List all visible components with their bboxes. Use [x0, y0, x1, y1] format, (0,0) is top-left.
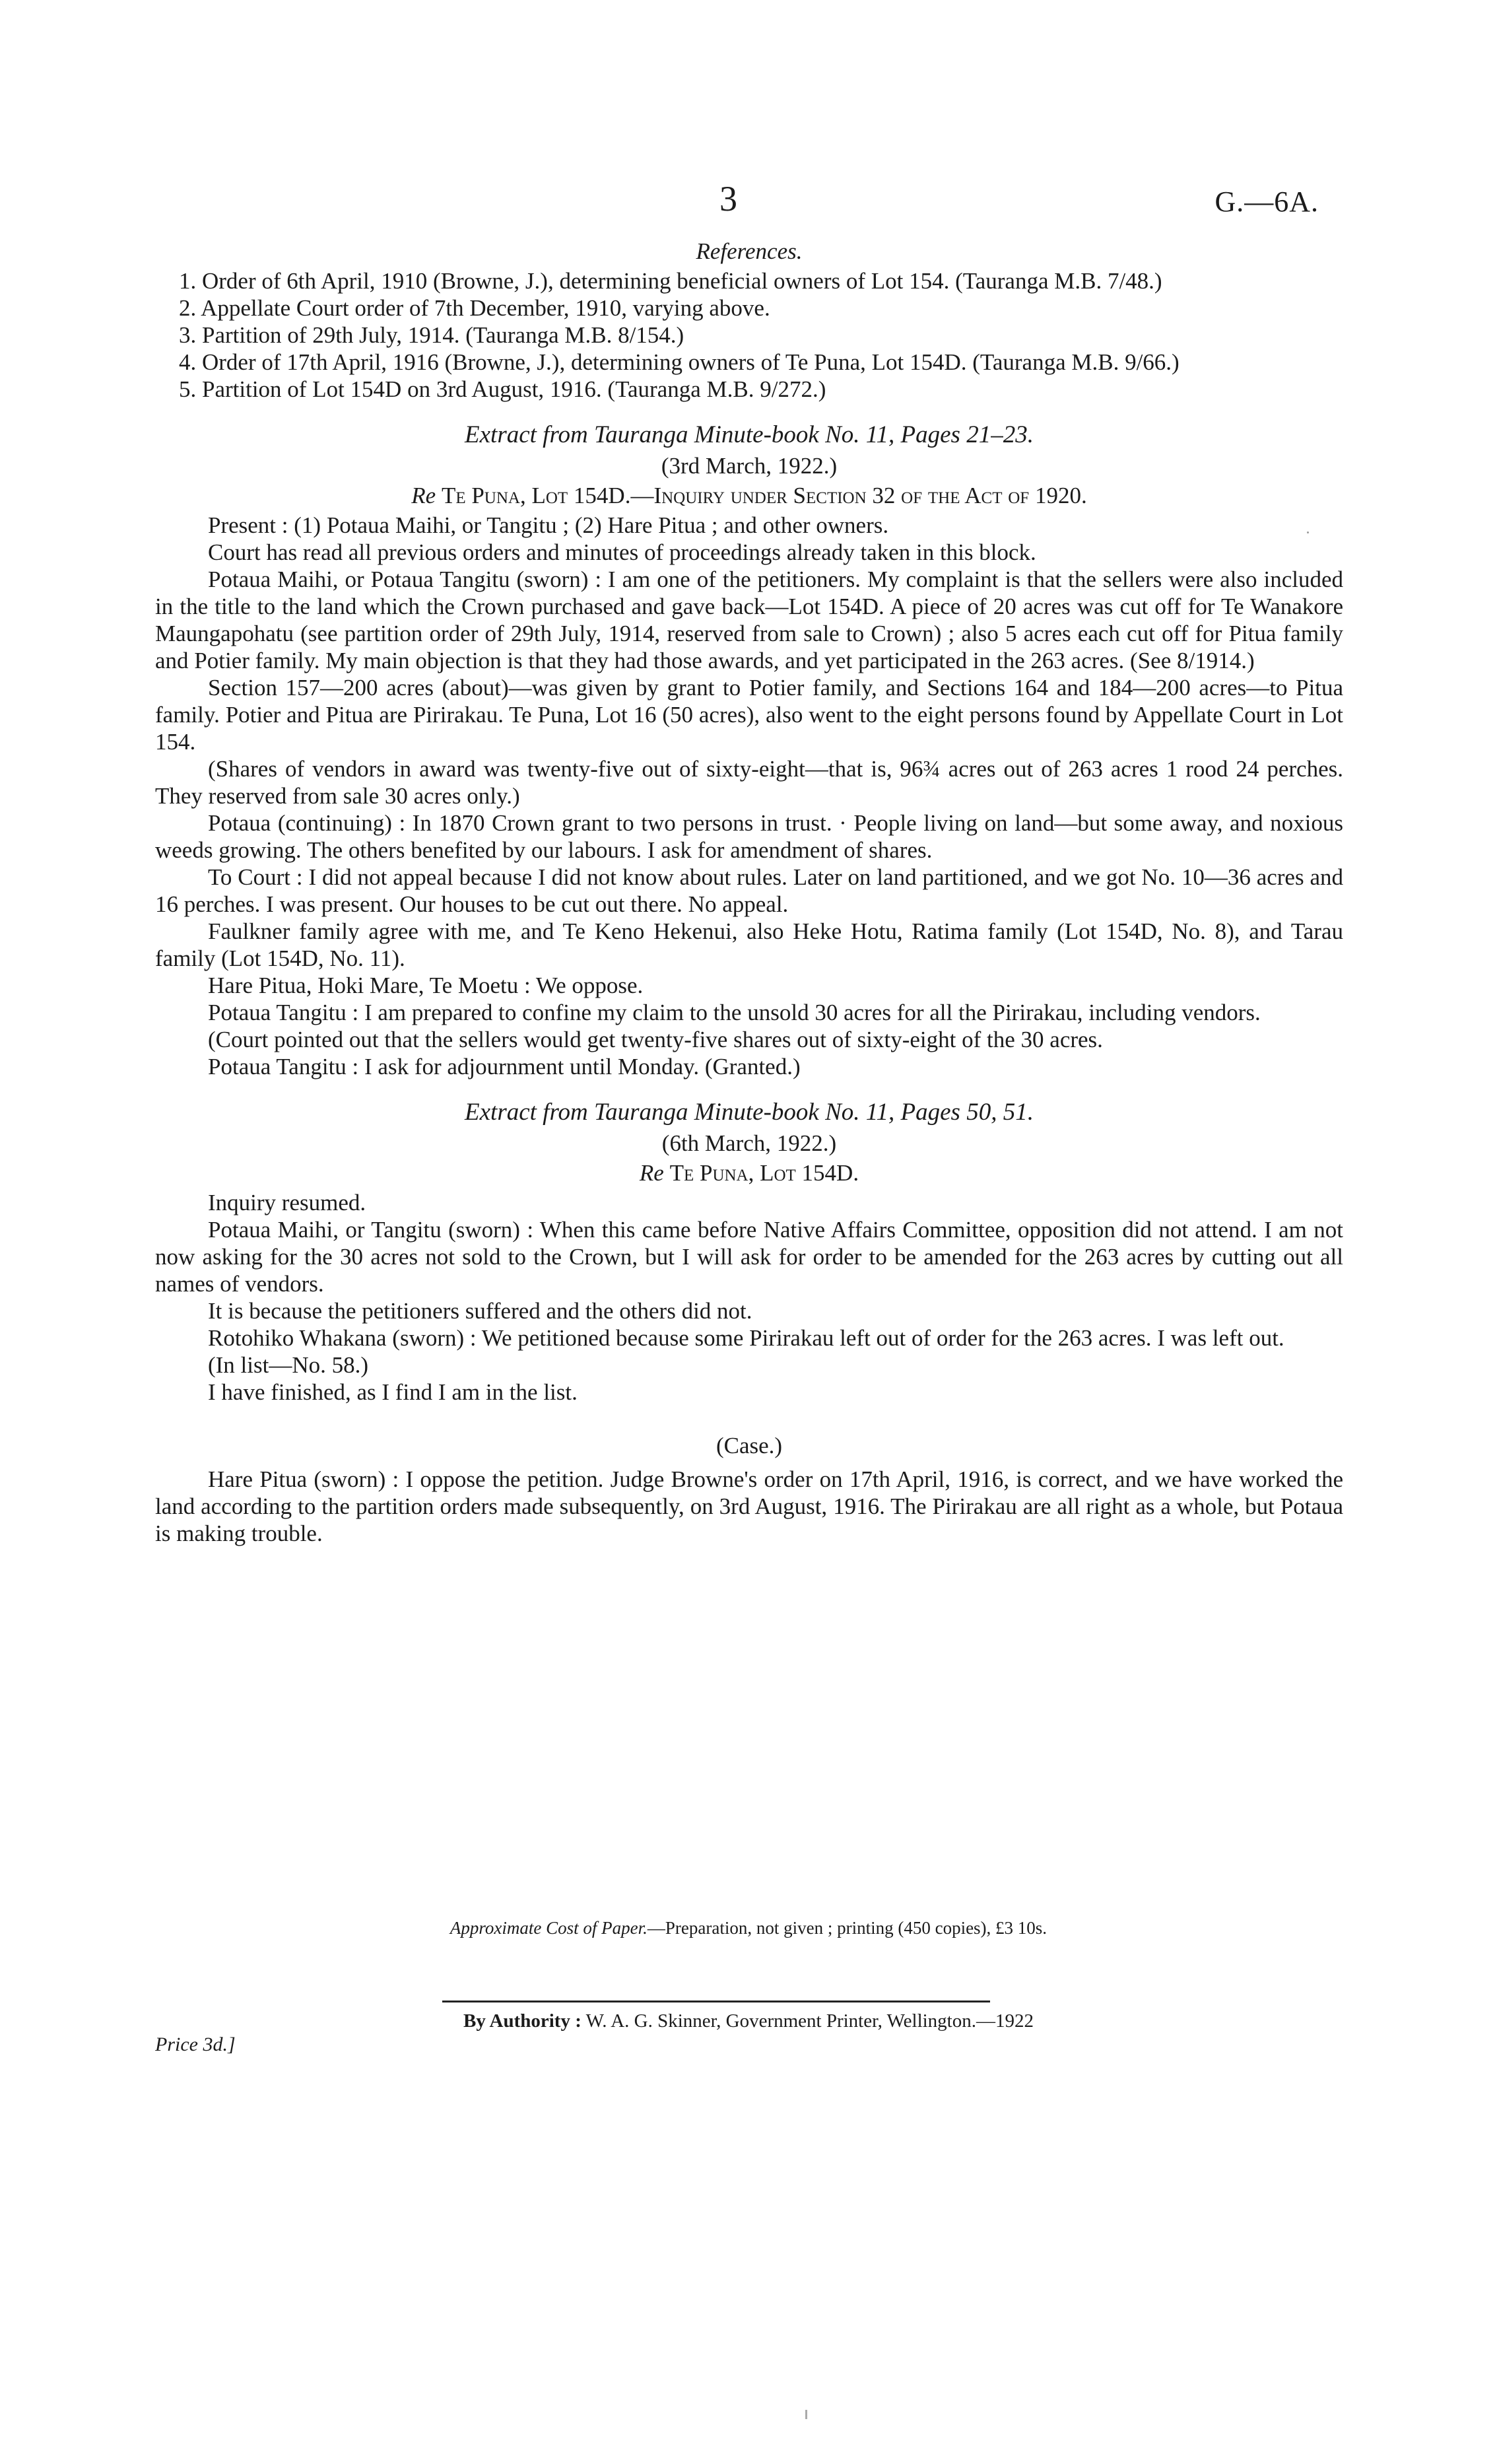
paragraph: Potaua Maihi, or Tangitu (sworn) : When this came before Native Affairs Committee, opposition did not attend. I am not now asking for the 30 acres not sold to the Crown, but I will ask for order to be amended for the 263 acres by cutting out all names of vendors. — [155, 1217, 1343, 1297]
paragraph: Hare Pitua (sworn) : I oppose the petition. Judge Browne's order on 17th April, 1916, is correct, and we have worked the land according to the partition orders made subsequently, on 3rd August, 1916. The Pirirakau are all right as a whole, but Potaua is making trouble. — [155, 1466, 1343, 1546]
paragraph: Inquiry resumed. — [208, 1190, 366, 1215]
paragraph: To Court : I did not appeal because I did not know about rules. Later on land partitioned, and we got No. 10—36 acres and 16 perches. I was present. Our houses to be cut out there. No appeal. — [155, 864, 1343, 917]
paragraph: Section 157—200 acres (about)—was given by grant to Potier family, and Sections 164 and 184—200 acres—to Pitua family. Potier and Pitua are Pirirakau. Te Puna, Lot 16 (50 acres), also went to the eight persons found by Appellate Court in Lot 154. — [155, 675, 1343, 755]
paragraph: (Shares of vendors in award was twenty-five out of sixty-eight—that is, 96¾ acres out of 263 acres 1 rood 24 perches. They reserved from sale 30 acres only.) — [155, 756, 1343, 809]
document-code: G.—6A. — [1214, 186, 1319, 218]
case-heading: (Case.) — [715, 1433, 783, 1458]
paragraph: Potaua (continuing) : In 1870 Crown grant to two persons in trust. · People living on land—but some away, and noxious weeds growing. The others benefited by our labours. I ask for amendment of shares. — [155, 810, 1343, 863]
extract-1-title: Extract from Tauranga Minute-book No. 11, Pages 21–23. — [465, 421, 1034, 448]
references-heading: References. — [696, 238, 803, 264]
paragraph: Potaua Tangitu : I am prepared to confine my claim to the unsold 30 acres for all the Pirirakau, including vendors. — [208, 1000, 1261, 1025]
extract-2-date: (6th March, 1922.) — [661, 1130, 837, 1156]
authority-label: By Authority : — [463, 2010, 582, 2032]
paragraph: Rotohiko Whakana (sworn) : We petitioned because some Pirirakau left out of order for the 263 acres. I was left out. — [208, 1325, 1284, 1351]
paragraph: Potaua Tangitu : I ask for adjournment until Monday. (Granted.) — [208, 1054, 801, 1079]
re-prefix: Re — [639, 1160, 664, 1186]
page-number: 3 — [719, 179, 737, 219]
paragraph: It is because the petitioners suffered and the others did not. — [208, 1298, 752, 1324]
paragraph: (Court pointed out that the sellers would get twenty-five shares out of sixty-eight of the 30 acres. — [208, 1027, 1103, 1052]
extract-1-subject — [155, 482, 1343, 509]
authority-line — [0, 2010, 1497, 2032]
re-text: Te Puna, Lot 154D.—Inquiry under Section 32 of the Act of 1920. — [441, 483, 1087, 508]
paragraph: Court has read all previous orders and minutes of proceedings already taken in this block. — [208, 539, 1036, 565]
paragraph: Potaua Maihi, or Potaua Tangitu (sworn) : I am one of the petitioners. My complaint is that the sellers were also included in the title to the land which the Crown purchased and gave back—Lot 154D. A piece of 20 acres was cut off for Te Wanakore Maungapohatu (see partition order of 29th July, 1914, reserved from sale to Crown) ; also 5 acres each cut off for Pitua family and Potier family. My main objection is that they had those awards, and yet participated in the 263 acres. (See 8/1914.) — [155, 566, 1343, 673]
paragraph: Hare Pitua, Hoki Mare, Te Moetu : We oppose. — [208, 973, 644, 998]
extract-2-title: Extract from Tauranga Minute-book No. 11, Pages 50, 51. — [465, 1099, 1034, 1126]
extract-1-date: (3rd March, 1922.) — [661, 453, 838, 479]
re-prefix: Re — [411, 483, 436, 508]
reference-item: 5. Partition of Lot 154D on 3rd August, 1916. (Tauranga M.B. 9/272.) — [179, 376, 826, 402]
reference-item: 3. Partition of 29th July, 1914. (Tauranga M.B. 8/154.) — [179, 322, 684, 348]
price-note: Price 3d.] — [155, 2034, 236, 2055]
paragraph: Faulkner family agree with me, and Te Keno Hekenui, also Heke Hotu, Ratima family (Lot 154D, No. 8), and Tarau family (Lot 154D, No. 11). — [155, 918, 1343, 971]
footer-divider — [442, 2001, 990, 2002]
extract-2-subject — [155, 1159, 1343, 1186]
paragraph: (In list—No. 58.) — [208, 1352, 369, 1378]
paragraph: I have finished, as I find I am in the list. — [208, 1379, 578, 1405]
paragraph: Present : (1) Potaua Maihi, or Tangitu ; (2) Hare Pitua ; and other owners. — [208, 512, 889, 538]
cost-label: Approximate Cost of Paper. — [449, 1918, 648, 1938]
cost-of-paper-note — [0, 1918, 1497, 1938]
scan-speck — [1307, 531, 1309, 533]
cost-text: —Preparation, not given ; printing (450 copies), £3 10s. — [647, 1918, 1048, 1938]
reference-item: 2. Appellate Court order of 7th December, 1910, varying above. — [179, 295, 770, 321]
authority-text: W. A. G. Skinner, Government Printer, Wellington.—1922 — [581, 2010, 1034, 2032]
references-list — [155, 267, 1343, 403]
scan-speck — [805, 2410, 807, 2419]
reference-item: 1. Order of 6th April, 1910 (Browne, J.), determining beneficial owners of Lot 154. (Tauranga M.B. 7/48.) — [179, 268, 1162, 294]
page-body — [155, 238, 1343, 1547]
re-text: Te Puna, Lot 154D. — [669, 1160, 859, 1186]
reference-item: 4. Order of 17th April, 1916 (Browne, J.), determining owners of Te Puna, Lot 154D. (Tauranga M.B. 9/66.) — [179, 349, 1180, 375]
